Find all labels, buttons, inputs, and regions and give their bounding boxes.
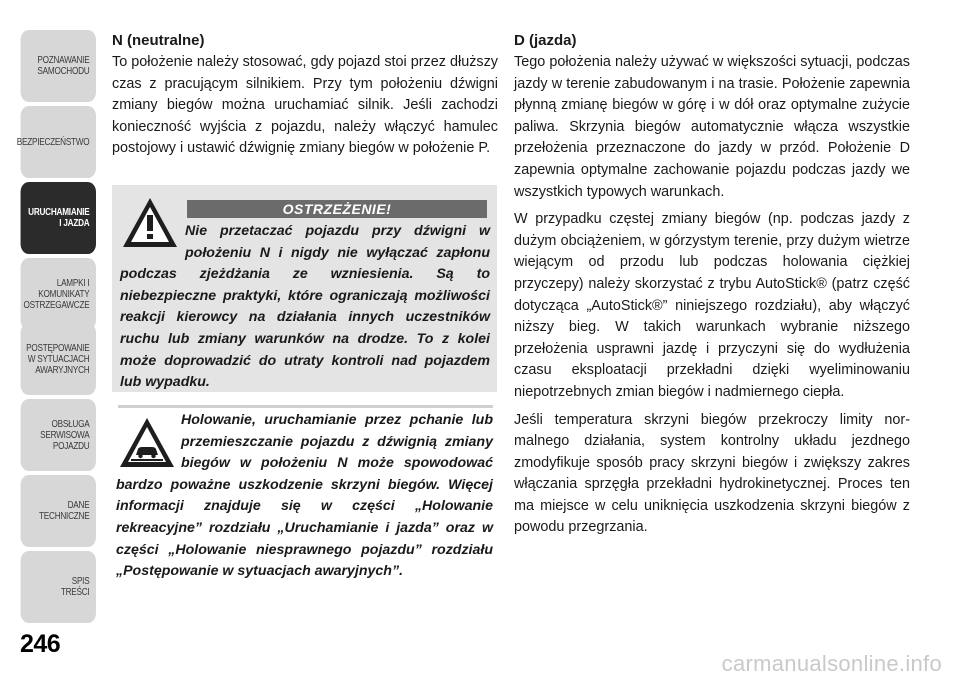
drive-paragraph-1: Tego położenia należy używać w większości sytuacji, podczas jazdy w terenie zabudowanym i na trasie. Położenie zapewnia płynną zmianę biegów w górę i w dół oraz optymalne zużycie paliwa. Skrzynia biegów automatycznie włącza wszystkie przełożenia przeznaczone do jazdy w przód. Położenie D zapewnia optymalne zachowanie pojazdu podczas jazdy we wszystkich typowych warunkach. bbox=[514, 54, 910, 200]
section-heading-drive: D (jazda) bbox=[514, 32, 577, 49]
warning-text: Nie przetaczać pojazdu przy dźwigni w położeniu N i nigdy nie wyłączać zapłonu podczas zjeżdżania ze wzniesienia. Są to niebezpieczne praktyki, które ograniczają możliwości reakcji kierowcy na działania innych uczestników ruchu lub zmiany warunków na drodze. To z kolei może doprowadzić do utraty kontroli nad pojazdem lub wypadku. bbox=[120, 223, 490, 391]
tab-lampki-i-komunikaty[interactable]: LAMPKI I KOMUNIKATY OSTRZEGAWCZE bbox=[21, 258, 96, 330]
tab-spis-tresci[interactable]: SPIS TREŚCI bbox=[21, 551, 96, 623]
drive-paragraph-2: W przypadku częstej zmiany biegów (np. podczas jazdy z dużym obciążeniem, w górzystym terenie, przy dużym wietrze wiejącym od przodu lub podczas holowania ciężkiej przyczepy) należy skorzystać z trybu AutoStick® (patrz część dotycząca „AutoStick®” niniejszego rozdziału), aby włączyć niższy bieg. W takich warunkach wybranie niższego przełożenia usprawni jazdę i przyczyni się do wydłużenia czasu eksploatacji przekładni dzięki wyeliminowaniu niepotrzebnych zmian biegów i nadmiernego ciepła. bbox=[514, 211, 910, 400]
drive-paragraph-3: Jeśli temperatura skrzyni biegów przekroczy limity normalnego działania, system kontrolny układu jezdnego zmodyfikuje sposób pracy skrzyni biegów i zwiększy zakres włączania sprzęgła przekładni hydrokinetycznej. Proces ten ma miejsce w celu uniknięcia uszkodzenia skrzyni biegów z powodu przegrzania. bbox=[514, 411, 910, 536]
note-text: Holowanie, uruchamianie przez pchanie lub przemieszczanie pojazdu z dźwignią zmiany biegów w położeniu N może spowodować bardzo poważne uszkodzenie skrzyni biegów. Więcej informacji znajduje się w części „Holowanie rekreacyjne” rozdziału „Uruchamianie i jazda” oraz w części „Holowanie niesprawnego pojazdu” rozdziału „Postępowanie w sytuacjach awaryjnych”. bbox=[116, 412, 493, 580]
tab-dane-techniczne[interactable]: DANE TECHNICZNE bbox=[21, 475, 96, 547]
tab-obsluga-serwisowa[interactable]: OBSŁUGA SERWISOWA POJAZDU bbox=[21, 399, 96, 471]
neutral-paragraph: To położenie należy stosować, gdy pojazd stoi przez dłuższy czas z pracującym silnikiem. Przy tym położeniu dźwigni zmiany biegów można uruchamiać silnik. Jeśli zachodzi konieczność wyjścia z pojazdu, należy włączyć hamulec postojowy i ustawić dźwignię zmiany biegów w położenie P. bbox=[112, 54, 498, 157]
tab-poznawanie-samochodu[interactable]: POZNAWANIE SAMOCHODU bbox=[21, 30, 96, 102]
section-heading-neutral: N (neutralne) bbox=[112, 32, 205, 49]
page-number: 246 bbox=[20, 630, 61, 658]
left-column bbox=[112, 30, 498, 160]
watermark: carmanualsonline.info bbox=[721, 651, 942, 676]
warning-box bbox=[112, 185, 497, 392]
tab-bezpieczenstwo[interactable]: BEZPIECZEŃSTWO bbox=[21, 106, 96, 178]
note-divider bbox=[118, 405, 493, 408]
chapter-tabs bbox=[0, 0, 100, 678]
tab-postepowanie-awaryjne[interactable]: POSTĘPOWANIE W SYTUACJACH AWARYJNYCH bbox=[21, 323, 96, 395]
right-column bbox=[514, 30, 910, 539]
warning-title: OSTRZEŻENIE! bbox=[187, 200, 487, 218]
tab-uruchamianie-i-jazda[interactable]: URUCHAMIANIE I JAZDA bbox=[21, 182, 96, 254]
